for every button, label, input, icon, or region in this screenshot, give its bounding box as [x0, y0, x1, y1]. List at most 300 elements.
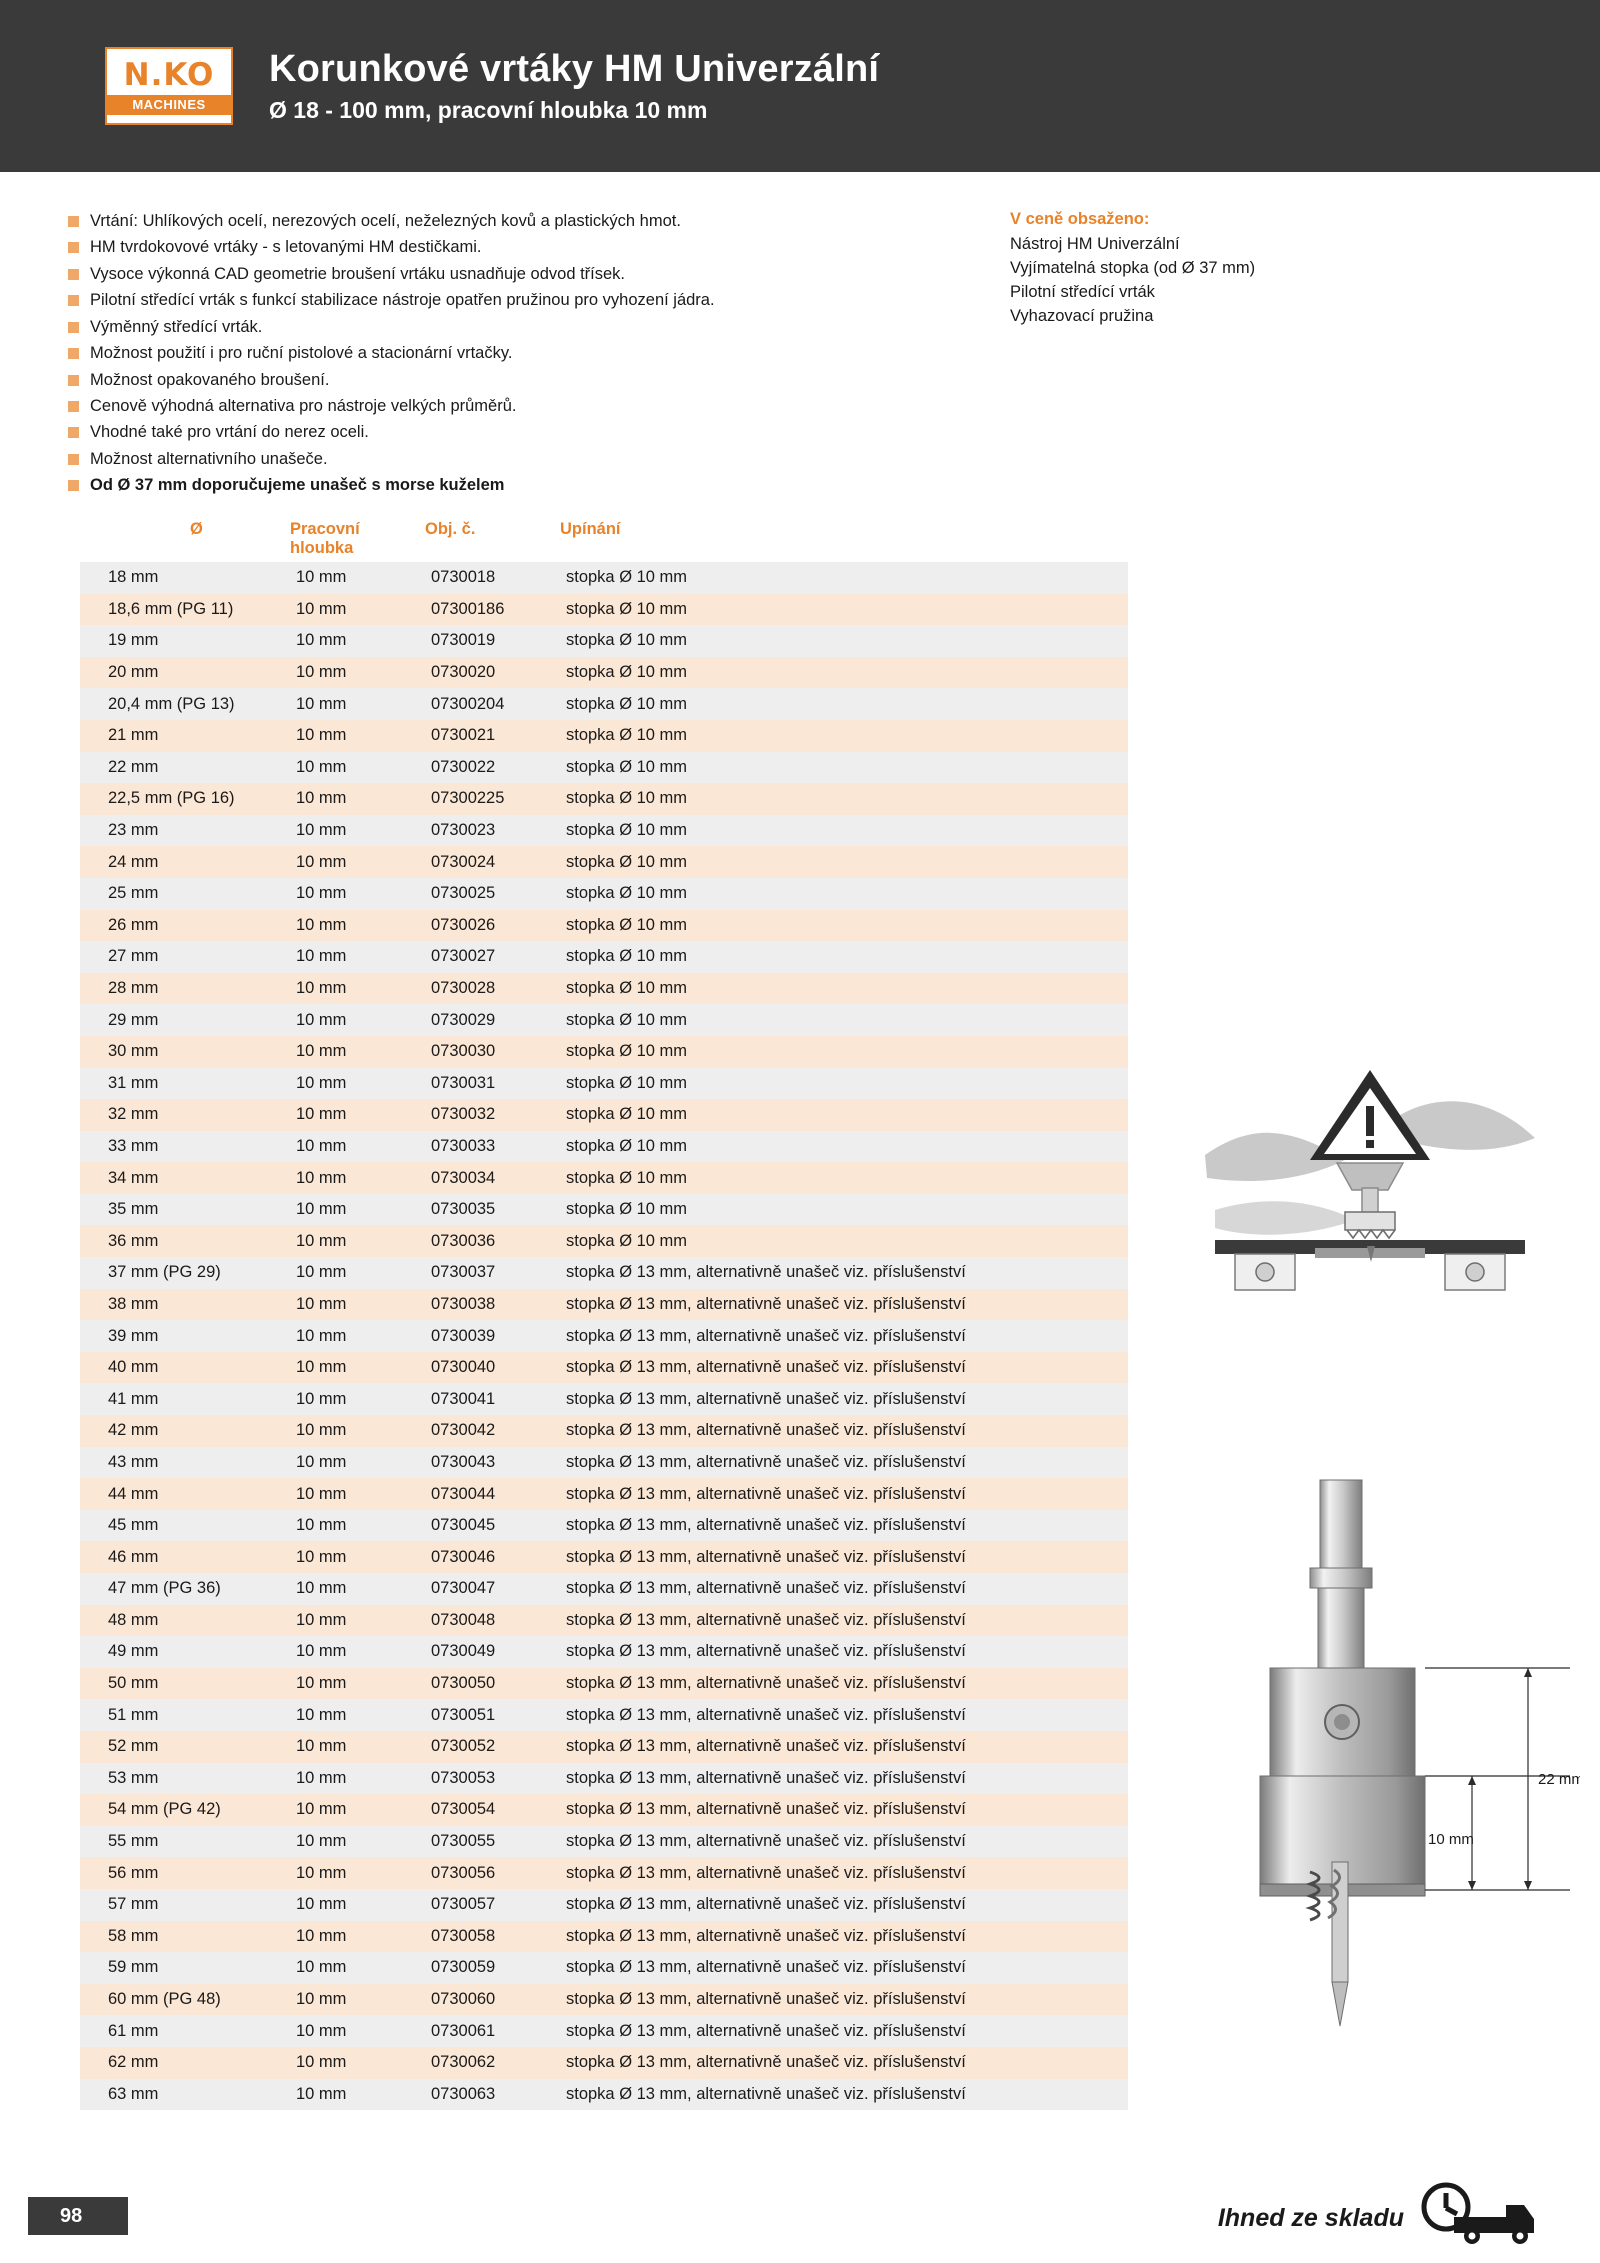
- cell-order-code: 0730047: [425, 1573, 560, 1605]
- column-header-working-depth-line1: Pracovní: [290, 520, 360, 538]
- cell-holder: stopka Ø 10 mm: [560, 657, 1128, 689]
- cell-working-depth: 10 mm: [290, 1004, 425, 1036]
- table-row: [80, 1541, 1128, 1573]
- cell-diameter: 63 mm: [80, 2079, 290, 2111]
- cell-diameter: 60 mm (PG 48): [80, 1984, 290, 2016]
- table-row: [80, 720, 1128, 752]
- cell-holder: stopka Ø 10 mm: [560, 1194, 1128, 1226]
- included-in-price: [1010, 210, 1430, 329]
- cell-holder: stopka Ø 10 mm: [560, 1036, 1128, 1068]
- cell-working-depth: 10 mm: [290, 1636, 425, 1668]
- square-bullet-icon: [68, 480, 79, 491]
- cell-order-code: 0730022: [425, 752, 560, 784]
- cell-working-depth: 10 mm: [290, 1068, 425, 1100]
- cell-working-depth: 10 mm: [290, 941, 425, 973]
- cell-diameter: 24 mm: [80, 846, 290, 878]
- table-row: [80, 1699, 1128, 1731]
- table-row: [80, 1731, 1128, 1763]
- cell-holder: stopka Ø 13 mm, alternativně unašeč viz. příslušenství: [560, 1826, 1128, 1858]
- cell-order-code: 0730020: [425, 657, 560, 689]
- cell-order-code: 0730046: [425, 1541, 560, 1573]
- cell-holder: stopka Ø 13 mm, alternativně unašeč viz. příslušenství: [560, 1605, 1128, 1637]
- cell-working-depth: 10 mm: [290, 783, 425, 815]
- cell-working-depth: 10 mm: [290, 1510, 425, 1542]
- cell-holder: stopka Ø 10 mm: [560, 941, 1128, 973]
- table-row: [80, 973, 1128, 1005]
- list-item: [68, 395, 968, 418]
- table-row: [80, 1794, 1128, 1826]
- cell-working-depth: 10 mm: [290, 815, 425, 847]
- products-table-wrapper: [80, 520, 1128, 2110]
- cell-holder: stopka Ø 10 mm: [560, 1068, 1128, 1100]
- cell-diameter: 54 mm (PG 42): [80, 1794, 290, 1826]
- brand-logo: [105, 47, 233, 125]
- square-bullet-icon: [68, 375, 79, 386]
- cell-diameter: 30 mm: [80, 1036, 290, 1068]
- cell-order-code: 0730026: [425, 910, 560, 942]
- feature-text: Pilotní středící vrták s funkcí stabilizace nástroje opatřen pružinou pro vyhození jádra.: [90, 291, 715, 310]
- list-item: [68, 369, 968, 392]
- cell-working-depth: 10 mm: [290, 1447, 425, 1479]
- delivery-truck-svg: [1420, 2181, 1540, 2247]
- table-row: [80, 1383, 1128, 1415]
- cell-holder: stopka Ø 10 mm: [560, 1004, 1128, 1036]
- list-item: [68, 236, 968, 259]
- cell-holder: stopka Ø 10 mm: [560, 688, 1128, 720]
- application-illustration: [1195, 1060, 1545, 1320]
- square-bullet-icon: [68, 269, 79, 280]
- cell-working-depth: 10 mm: [290, 1794, 425, 1826]
- cell-diameter: 48 mm: [80, 1605, 290, 1637]
- table-row: [80, 1036, 1128, 1068]
- tool-dimension-svg: [1160, 1470, 1580, 2090]
- decor-shape-right: [1400, 1101, 1535, 1150]
- cell-working-depth: 10 mm: [290, 1162, 425, 1194]
- feature-text: Vysoce výkonná CAD geometrie broušení vrtáku usnadňuje odvod třísek.: [90, 264, 626, 283]
- cell-diameter: 39 mm: [80, 1320, 290, 1352]
- cell-diameter: 25 mm: [80, 878, 290, 910]
- cell-holder: stopka Ø 13 mm, alternativně unašeč viz. příslušenství: [560, 1668, 1128, 1700]
- cell-working-depth: 10 mm: [290, 1257, 425, 1289]
- cell-diameter: 41 mm: [80, 1383, 290, 1415]
- cell-order-code: 0730030: [425, 1036, 560, 1068]
- cell-working-depth: 10 mm: [290, 973, 425, 1005]
- cell-working-depth: 10 mm: [290, 657, 425, 689]
- cell-working-depth: 10 mm: [290, 1383, 425, 1415]
- cell-working-depth: 10 mm: [290, 1573, 425, 1605]
- cell-diameter: 55 mm: [80, 1826, 290, 1858]
- cell-diameter: 35 mm: [80, 1194, 290, 1226]
- cell-order-code: 0730062: [425, 2047, 560, 2079]
- cell-holder: stopka Ø 13 mm, alternativně unašeč viz. příslušenství: [560, 1984, 1128, 2016]
- cell-diameter: 26 mm: [80, 910, 290, 942]
- cell-diameter: 21 mm: [80, 720, 290, 752]
- table-row: [80, 941, 1128, 973]
- square-bullet-icon: [68, 427, 79, 438]
- cell-order-code: 07300204: [425, 688, 560, 720]
- header-titles: [269, 48, 879, 124]
- table-row: [80, 594, 1128, 626]
- table-row: [80, 878, 1128, 910]
- delivery-truck-icon: [1420, 2181, 1540, 2247]
- cell-order-code: 0730050: [425, 1668, 560, 1700]
- table-row: [80, 657, 1128, 689]
- table-row: [80, 910, 1128, 942]
- cell-diameter: 22,5 mm (PG 16): [80, 783, 290, 815]
- cell-working-depth: 10 mm: [290, 1763, 425, 1795]
- cell-holder: stopka Ø 10 mm: [560, 783, 1128, 815]
- cell-order-code: 0730042: [425, 1415, 560, 1447]
- table-head: [80, 520, 1128, 562]
- cell-working-depth: 10 mm: [290, 1541, 425, 1573]
- cell-diameter: 20,4 mm (PG 13): [80, 688, 290, 720]
- cell-working-depth: 10 mm: [290, 1826, 425, 1858]
- cell-diameter: 23 mm: [80, 815, 290, 847]
- cell-diameter: 36 mm: [80, 1225, 290, 1257]
- cell-holder: stopka Ø 10 mm: [560, 910, 1128, 942]
- cell-order-code: 0730053: [425, 1763, 560, 1795]
- cell-diameter: 62 mm: [80, 2047, 290, 2079]
- cell-diameter: 43 mm: [80, 1447, 290, 1479]
- table-row: [80, 1194, 1128, 1226]
- table-row: [80, 1099, 1128, 1131]
- cell-holder: stopka Ø 10 mm: [560, 815, 1128, 847]
- cell-holder: stopka Ø 10 mm: [560, 973, 1128, 1005]
- table-row: [80, 1573, 1128, 1605]
- cell-working-depth: 10 mm: [290, 2015, 425, 2047]
- cell-working-depth: 10 mm: [290, 1699, 425, 1731]
- list-item: [68, 421, 968, 444]
- cell-diameter: 40 mm: [80, 1352, 290, 1384]
- included-title: V ceně obsaženo:: [1010, 210, 1150, 228]
- cell-order-code: 07300225: [425, 783, 560, 815]
- feature-text: Od Ø 37 mm doporučujeme unašeč s morse kuželem: [90, 476, 505, 495]
- square-bullet-icon: [68, 242, 79, 253]
- cell-working-depth: 10 mm: [290, 2079, 425, 2111]
- cell-order-code: 0730032: [425, 1099, 560, 1131]
- cell-order-code: 0730051: [425, 1699, 560, 1731]
- cell-diameter: 58 mm: [80, 1921, 290, 1953]
- cell-diameter: 49 mm: [80, 1636, 290, 1668]
- cell-holder: stopka Ø 13 mm, alternativně unašeč viz. příslušenství: [560, 1794, 1128, 1826]
- feature-text: Možnost opakovaného broušení.: [90, 370, 330, 389]
- brand-logo-name: N.KO: [123, 56, 215, 93]
- cell-working-depth: 10 mm: [290, 1415, 425, 1447]
- cell-holder: stopka Ø 13 mm, alternativně unašeč viz. příslušenství: [560, 1320, 1128, 1352]
- cell-holder: stopka Ø 13 mm, alternativně unašeč viz. příslušenství: [560, 2079, 1128, 2111]
- page-subtitle: Ø 18 - 100 mm, pracovní hloubka 10 mm: [269, 96, 708, 123]
- feature-text: HM tvrdokovové vrtáky - s letovanými HM destičkami.: [90, 238, 482, 257]
- cell-diameter: 59 mm: [80, 1952, 290, 1984]
- cell-holder: stopka Ø 10 mm: [560, 1131, 1128, 1163]
- cell-order-code: 0730058: [425, 1921, 560, 1953]
- cell-holder: stopka Ø 10 mm: [560, 1225, 1128, 1257]
- cell-order-code: 0730021: [425, 720, 560, 752]
- cell-working-depth: 10 mm: [290, 1921, 425, 1953]
- table-row: [80, 1131, 1128, 1163]
- table-row: [80, 1763, 1128, 1795]
- table-row: [80, 2079, 1128, 2111]
- cell-holder: stopka Ø 10 mm: [560, 846, 1128, 878]
- cell-working-depth: 10 mm: [290, 1478, 425, 1510]
- cell-order-code: 0730027: [425, 941, 560, 973]
- square-bullet-icon: [68, 401, 79, 412]
- cell-working-depth: 10 mm: [290, 1099, 425, 1131]
- cell-order-code: 0730024: [425, 846, 560, 878]
- cell-working-depth: 10 mm: [290, 625, 425, 657]
- cell-holder: stopka Ø 10 mm: [560, 1099, 1128, 1131]
- cell-holder: stopka Ø 13 mm, alternativně unašeč viz. příslušenství: [560, 2047, 1128, 2079]
- cell-working-depth: 10 mm: [290, 688, 425, 720]
- cell-holder: stopka Ø 13 mm, alternativně unašeč viz. příslušenství: [560, 1889, 1128, 1921]
- table-row: [80, 1510, 1128, 1542]
- cell-holder: stopka Ø 10 mm: [560, 752, 1128, 784]
- cell-working-depth: 10 mm: [290, 878, 425, 910]
- list-item: [68, 342, 968, 365]
- cell-holder: stopka Ø 13 mm, alternativně unašeč viz. příslušenství: [560, 1447, 1128, 1479]
- table-row: [80, 1826, 1128, 1858]
- cell-working-depth: 10 mm: [290, 1984, 425, 2016]
- cell-order-code: 0730044: [425, 1478, 560, 1510]
- cell-diameter: 31 mm: [80, 1068, 290, 1100]
- column-header-diameter: Ø: [190, 520, 203, 538]
- cell-holder: stopka Ø 10 mm: [560, 878, 1128, 910]
- cell-order-code: 0730023: [425, 815, 560, 847]
- cell-working-depth: 10 mm: [290, 1225, 425, 1257]
- dimension-label-total: 22 mm: [1538, 1771, 1580, 1788]
- cell-holder: stopka Ø 13 mm, alternativně unašeč viz. příslušenství: [560, 1699, 1128, 1731]
- products-table: [80, 520, 1128, 2110]
- page-number-badge: 98: [28, 2197, 128, 2235]
- list-item: [68, 316, 968, 339]
- cell-order-code: 0730045: [425, 1510, 560, 1542]
- cell-order-code: 0730054: [425, 1794, 560, 1826]
- cell-working-depth: 10 mm: [290, 1352, 425, 1384]
- cell-diameter: 44 mm: [80, 1478, 290, 1510]
- cell-working-depth: 10 mm: [290, 594, 425, 626]
- cell-holder: stopka Ø 13 mm, alternativně unašeč viz. příslušenství: [560, 1383, 1128, 1415]
- cell-holder: stopka Ø 10 mm: [560, 594, 1128, 626]
- cell-order-code: 0730038: [425, 1289, 560, 1321]
- cell-holder: stopka Ø 13 mm, alternativně unašeč viz. příslušenství: [560, 1541, 1128, 1573]
- table-row: [80, 562, 1128, 594]
- feature-text: Možnost použití i pro ruční pistolové a stacionární vrtačky.: [90, 344, 513, 363]
- cell-holder: stopka Ø 13 mm, alternativně unašeč viz. příslušenství: [560, 1952, 1128, 1984]
- included-item: Pilotní středící vrták: [1010, 282, 1155, 301]
- cell-order-code: 0730052: [425, 1731, 560, 1763]
- table-row: [80, 2015, 1128, 2047]
- square-bullet-icon: [68, 348, 79, 359]
- page-header: [0, 0, 1600, 172]
- cell-holder: stopka Ø 13 mm, alternativně unašeč viz. příslušenství: [560, 1257, 1128, 1289]
- cell-diameter: 20 mm: [80, 657, 290, 689]
- cell-working-depth: 10 mm: [290, 562, 425, 594]
- cell-holder: stopka Ø 13 mm, alternativně unašeč viz. příslušenství: [560, 1857, 1128, 1889]
- table-row: [80, 1478, 1128, 1510]
- table-row: [80, 783, 1128, 815]
- cell-diameter: 52 mm: [80, 1731, 290, 1763]
- table-row: [80, 1162, 1128, 1194]
- cell-holder: stopka Ø 13 mm, alternativně unašeč viz. příslušenství: [560, 1478, 1128, 1510]
- cell-order-code: 0730048: [425, 1605, 560, 1637]
- cell-order-code: 0730039: [425, 1320, 560, 1352]
- square-bullet-icon: [68, 295, 79, 306]
- cell-holder: stopka Ø 13 mm, alternativně unašeč viz. příslušenství: [560, 1763, 1128, 1795]
- cell-diameter: 47 mm (PG 36): [80, 1573, 290, 1605]
- included-item: Nástroj HM Univerzální: [1010, 235, 1180, 253]
- cell-order-code: 0730018: [425, 562, 560, 594]
- cell-diameter: 51 mm: [80, 1699, 290, 1731]
- cell-holder: stopka Ø 10 mm: [560, 720, 1128, 752]
- cell-working-depth: 10 mm: [290, 1131, 425, 1163]
- cell-diameter: 19 mm: [80, 625, 290, 657]
- cell-holder: stopka Ø 13 mm, alternativně unašeč viz. příslušenství: [560, 1921, 1128, 1953]
- column-header-working-depth-line2: hloubka: [290, 539, 354, 557]
- table-row: [80, 2047, 1128, 2079]
- table-row: [80, 752, 1128, 784]
- table-row: [80, 1415, 1128, 1447]
- cell-holder: stopka Ø 13 mm, alternativně unašeč viz. příslušenství: [560, 1510, 1128, 1542]
- feature-text: Vrtání: Uhlíkových ocelí, nerezových ocelí, neželezných kovů a plastických hmot.: [90, 212, 681, 230]
- list-item: [68, 448, 968, 471]
- cell-diameter: 56 mm: [80, 1857, 290, 1889]
- table-row: [80, 1447, 1128, 1479]
- cell-working-depth: 10 mm: [290, 1952, 425, 1984]
- cell-order-code: 0730056: [425, 1857, 560, 1889]
- cell-diameter: 28 mm: [80, 973, 290, 1005]
- feature-list: [68, 210, 968, 501]
- dimension-label-working-depth: 10 mm: [1428, 1831, 1474, 1848]
- table-row: [80, 1605, 1128, 1637]
- cell-diameter: 45 mm: [80, 1510, 290, 1542]
- cell-working-depth: 10 mm: [290, 846, 425, 878]
- cell-order-code: 0730063: [425, 2079, 560, 2111]
- cell-diameter: 27 mm: [80, 941, 290, 973]
- table-row: [80, 1921, 1128, 1953]
- cell-order-code: 0730057: [425, 1889, 560, 1921]
- cell-order-code: 0730028: [425, 973, 560, 1005]
- square-bullet-icon: [68, 216, 79, 227]
- feature-text: Výměnný středící vrták.: [90, 317, 263, 336]
- cell-order-code: 07300186: [425, 594, 560, 626]
- table-row: [80, 1352, 1128, 1384]
- cell-holder: stopka Ø 10 mm: [560, 1162, 1128, 1194]
- cell-order-code: 0730033: [425, 1131, 560, 1163]
- cell-holder: stopka Ø 13 mm, alternativně unašeč viz. příslušenství: [560, 1731, 1128, 1763]
- table-header-row: [80, 520, 1128, 562]
- cell-order-code: 0730041: [425, 1383, 560, 1415]
- cell-order-code: 0730060: [425, 1984, 560, 2016]
- cell-order-code: 0730029: [425, 1004, 560, 1036]
- table-row: [80, 1257, 1128, 1289]
- table-row: [80, 625, 1128, 657]
- cell-working-depth: 10 mm: [290, 1320, 425, 1352]
- table-row: [80, 1952, 1128, 1984]
- square-bullet-icon: [68, 322, 79, 333]
- table-row: [80, 1636, 1128, 1668]
- cell-order-code: 0730059: [425, 1952, 560, 1984]
- cell-diameter: 34 mm: [80, 1162, 290, 1194]
- column-header-working-depth: [290, 520, 425, 562]
- cell-order-code: 0730043: [425, 1447, 560, 1479]
- application-illustration-svg: [1195, 1060, 1545, 1320]
- cell-diameter: 32 mm: [80, 1099, 290, 1131]
- list-item: [68, 210, 968, 233]
- cell-working-depth: 10 mm: [290, 1289, 425, 1321]
- decor-shape-lower-left: [1215, 1201, 1355, 1234]
- cell-diameter: 33 mm: [80, 1131, 290, 1163]
- cell-working-depth: 10 mm: [290, 1731, 425, 1763]
- cell-order-code: 0730036: [425, 1225, 560, 1257]
- cell-order-code: 0730037: [425, 1257, 560, 1289]
- cell-diameter: 22 mm: [80, 752, 290, 784]
- cell-diameter: 37 mm (PG 29): [80, 1257, 290, 1289]
- feature-text: Vhodné také pro vrtání do nerez oceli.: [90, 423, 369, 442]
- stock-availability-text: Ihned ze skladu: [1217, 2204, 1404, 2232]
- cell-diameter: 46 mm: [80, 1541, 290, 1573]
- table-row: [80, 815, 1128, 847]
- included-item: Vyhazovací pružina: [1010, 306, 1154, 325]
- table-row: [80, 1889, 1128, 1921]
- feature-text: Cenově výhodná alternativa pro nástroje velkých průměrů.: [90, 396, 517, 415]
- cell-holder: stopka Ø 10 mm: [560, 562, 1128, 594]
- cell-working-depth: 10 mm: [290, 1889, 425, 1921]
- column-header-holder: Upínání: [560, 520, 621, 538]
- column-header-order-code: Obj. č.: [425, 520, 476, 538]
- table-row: [80, 688, 1128, 720]
- table-body: [80, 562, 1128, 2110]
- cell-diameter: 61 mm: [80, 2015, 290, 2047]
- cell-diameter: 50 mm: [80, 1668, 290, 1700]
- tool-dimension-illustration: [1160, 1470, 1580, 2090]
- cell-order-code: 0730040: [425, 1352, 560, 1384]
- table-row: [80, 1004, 1128, 1036]
- cell-diameter: 29 mm: [80, 1004, 290, 1036]
- cell-holder: stopka Ø 13 mm, alternativně unašeč viz. příslušenství: [560, 1415, 1128, 1447]
- cell-holder: stopka Ø 13 mm, alternativně unašeč viz. příslušenství: [560, 1352, 1128, 1384]
- cell-order-code: 0730061: [425, 2015, 560, 2047]
- cell-holder: stopka Ø 10 mm: [560, 625, 1128, 657]
- cell-holder: stopka Ø 13 mm, alternativně unašeč viz. příslušenství: [560, 1289, 1128, 1321]
- cell-working-depth: 10 mm: [290, 910, 425, 942]
- cell-holder: stopka Ø 13 mm, alternativně unašeč viz. příslušenství: [560, 2015, 1128, 2047]
- table-row: [80, 1668, 1128, 1700]
- cell-working-depth: 10 mm: [290, 2047, 425, 2079]
- table-row: [80, 1225, 1128, 1257]
- cell-diameter: 18,6 mm (PG 11): [80, 594, 290, 626]
- table-row: [80, 1289, 1128, 1321]
- table-row: [80, 1320, 1128, 1352]
- cell-diameter: 38 mm: [80, 1289, 290, 1321]
- cell-working-depth: 10 mm: [290, 720, 425, 752]
- feature-text: Možnost alternativního unašeče.: [90, 449, 328, 468]
- list-item: [68, 474, 968, 497]
- table-row: [80, 1068, 1128, 1100]
- cell-order-code: 0730034: [425, 1162, 560, 1194]
- cell-order-code: 0730031: [425, 1068, 560, 1100]
- cell-working-depth: 10 mm: [290, 752, 425, 784]
- cell-diameter: 18 mm: [80, 562, 290, 594]
- cell-working-depth: 10 mm: [290, 1036, 425, 1068]
- cell-order-code: 0730055: [425, 1826, 560, 1858]
- table-row: [80, 1984, 1128, 2016]
- list-item: [68, 289, 968, 312]
- cell-working-depth: 10 mm: [290, 1194, 425, 1226]
- brand-logo-tagline: MACHINES: [107, 95, 231, 115]
- cell-diameter: 53 mm: [80, 1763, 290, 1795]
- table-row: [80, 1857, 1128, 1889]
- cell-working-depth: 10 mm: [290, 1605, 425, 1637]
